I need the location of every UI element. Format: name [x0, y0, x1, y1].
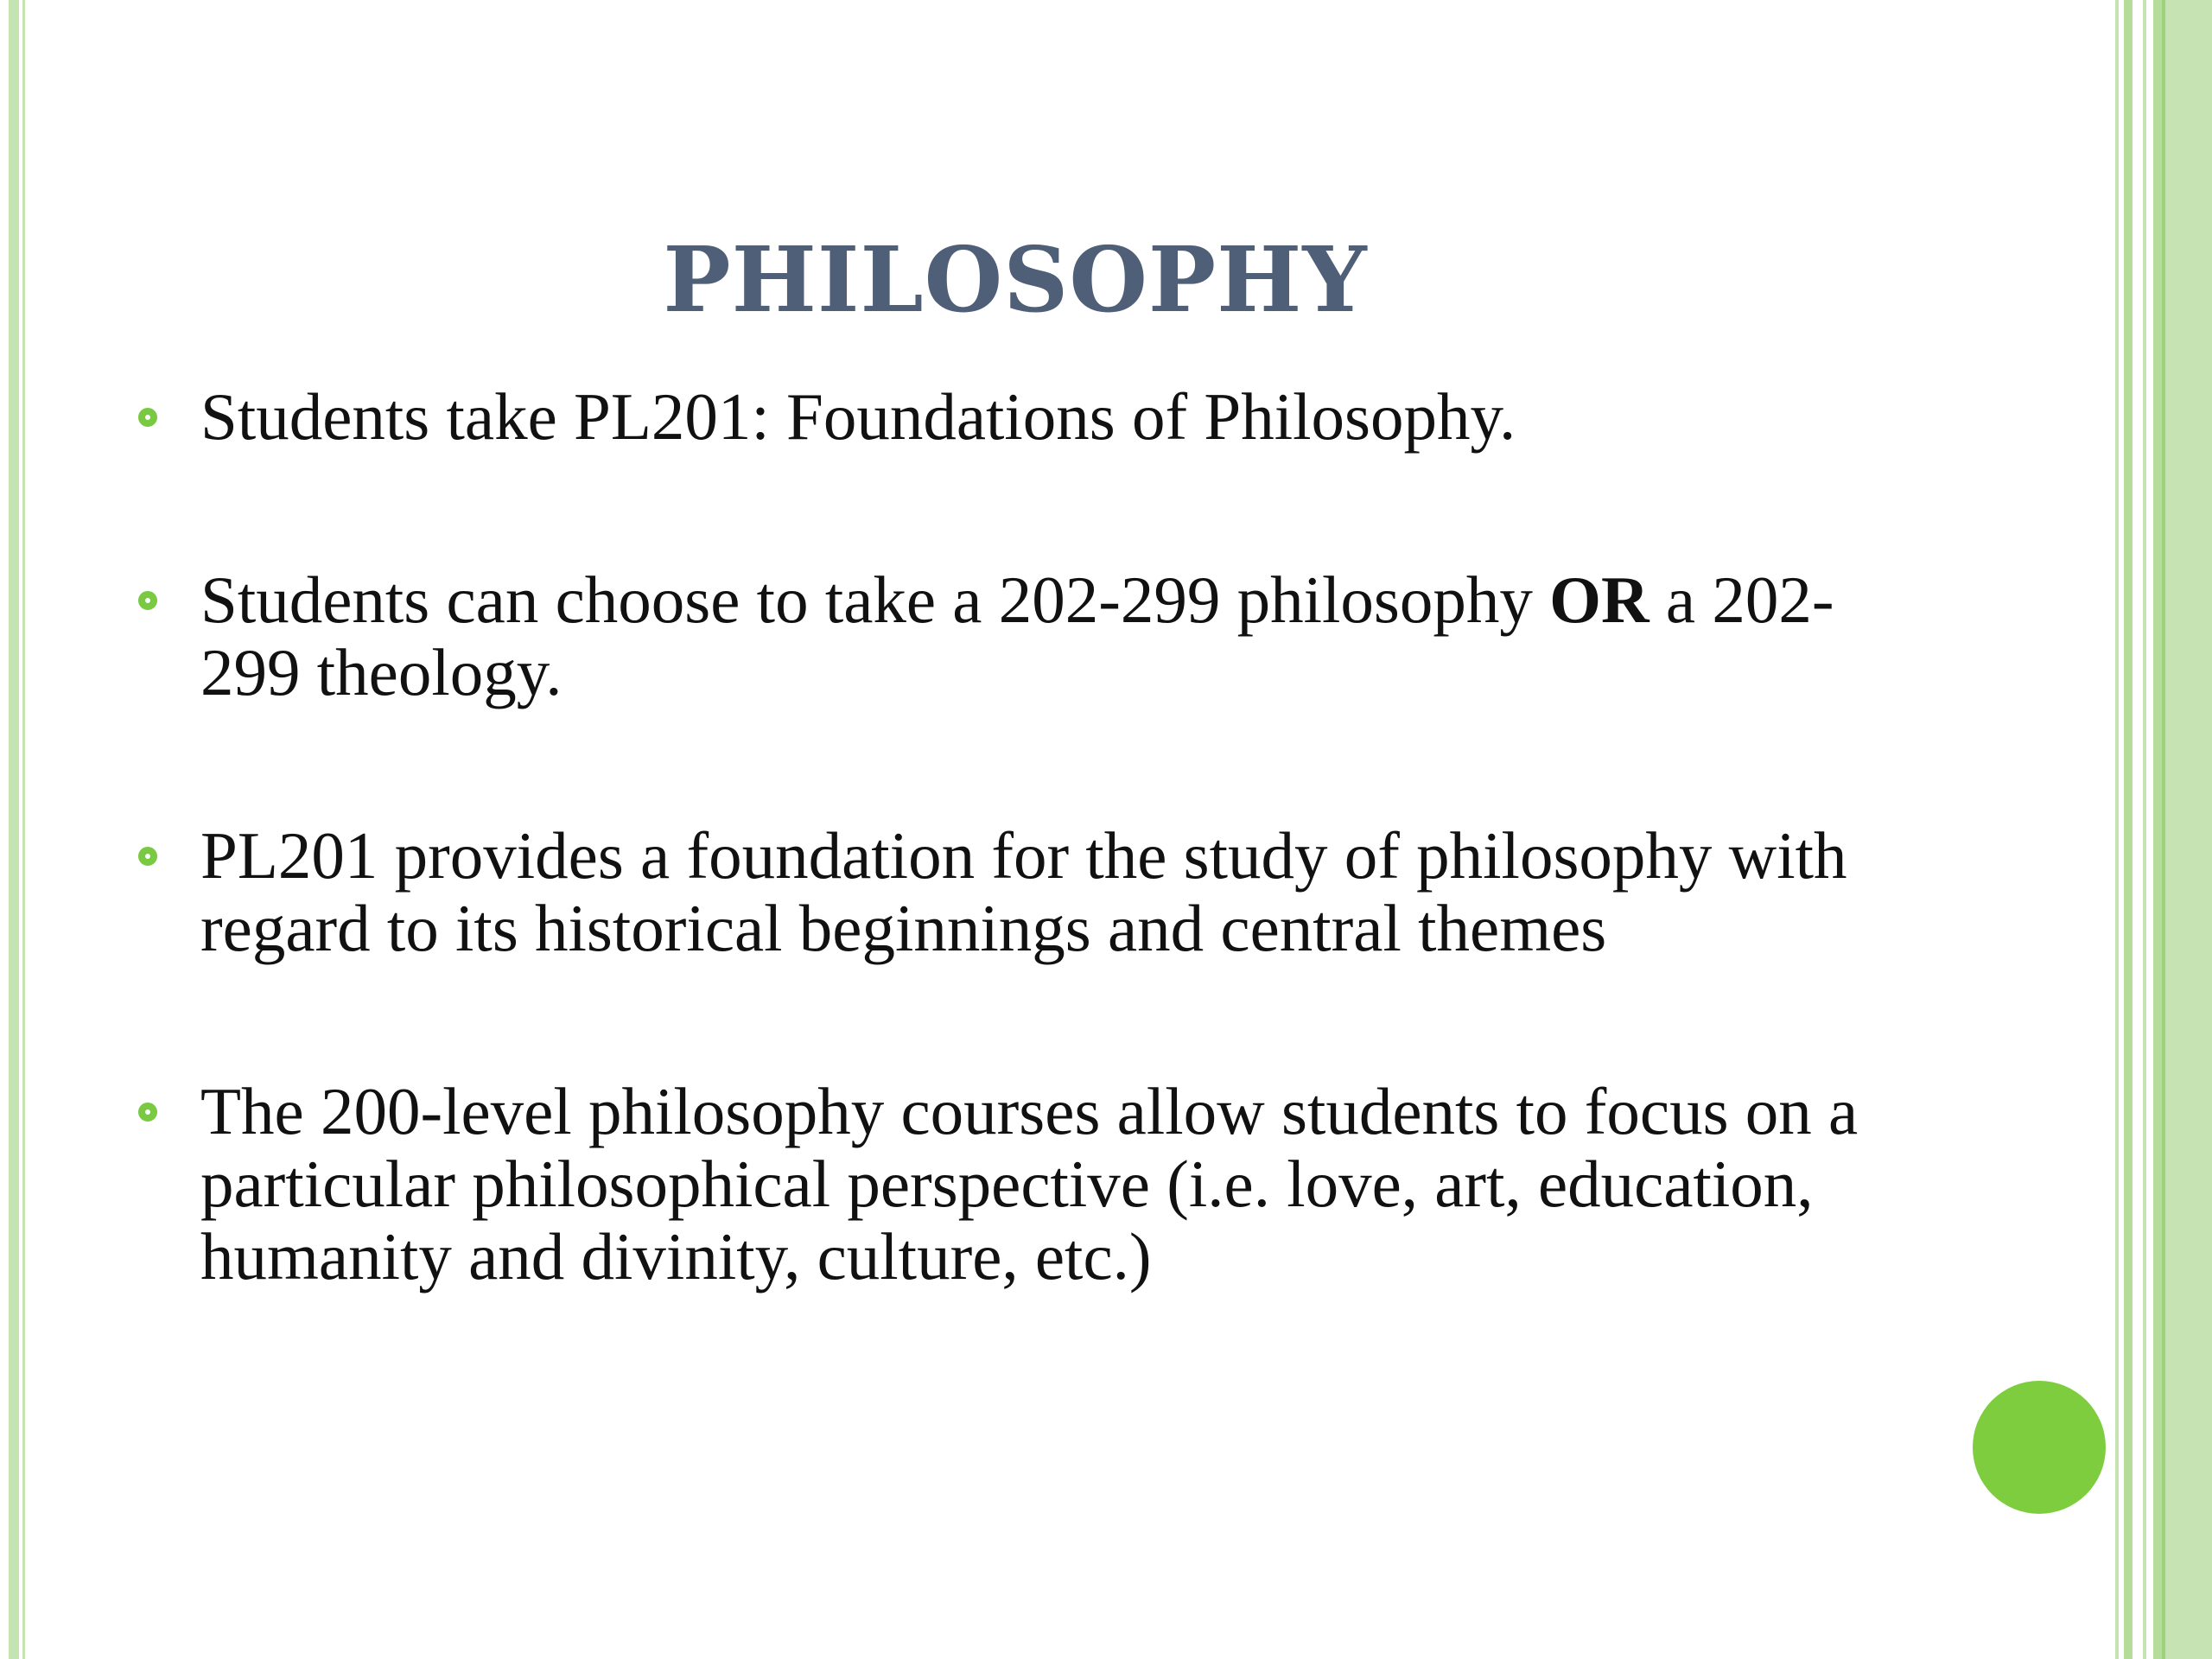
bullet-text: PL201 provides a foundation for the study of philosophy with regard to its historical beginnings and central themes [200, 818, 1847, 965]
right-border-stripe [2115, 0, 2119, 1659]
bullet-text-continued: a 202-299 theology. [200, 563, 1834, 709]
bullet-item [138, 563, 1918, 709]
slide-title: PHILOSOPHY [663, 226, 1368, 333]
bullet-item [138, 1075, 1918, 1293]
ring-bullet-icon [138, 408, 157, 427]
bullet-item [138, 380, 1918, 453]
ring-bullet-icon [138, 1103, 157, 1122]
right-border-stripe [2124, 0, 2133, 1659]
right-border-stripe [2153, 0, 2162, 1659]
ring-bullet-icon [138, 847, 157, 866]
green-circle-decoration [1973, 1381, 2106, 1514]
bullet-text: Students can choose to take a 202-299 philosophy [200, 563, 1550, 637]
bullet-text: The 200-level philosophy courses allow students to focus on a particular philosophical perspective (i.e. love, art, education, humanity and divinity, culture, etc.) [200, 1074, 1859, 1294]
ring-bullet-icon [138, 591, 157, 610]
right-border-gap [2146, 0, 2153, 1659]
bullet-item [138, 819, 1918, 964]
bullet-emphasis: OR [1549, 563, 1649, 637]
bullet-text: Students take PL201: Foundations of Philosophy. [200, 379, 1516, 454]
bullet-list [138, 380, 1918, 1293]
right-border-band [2165, 0, 2212, 1659]
